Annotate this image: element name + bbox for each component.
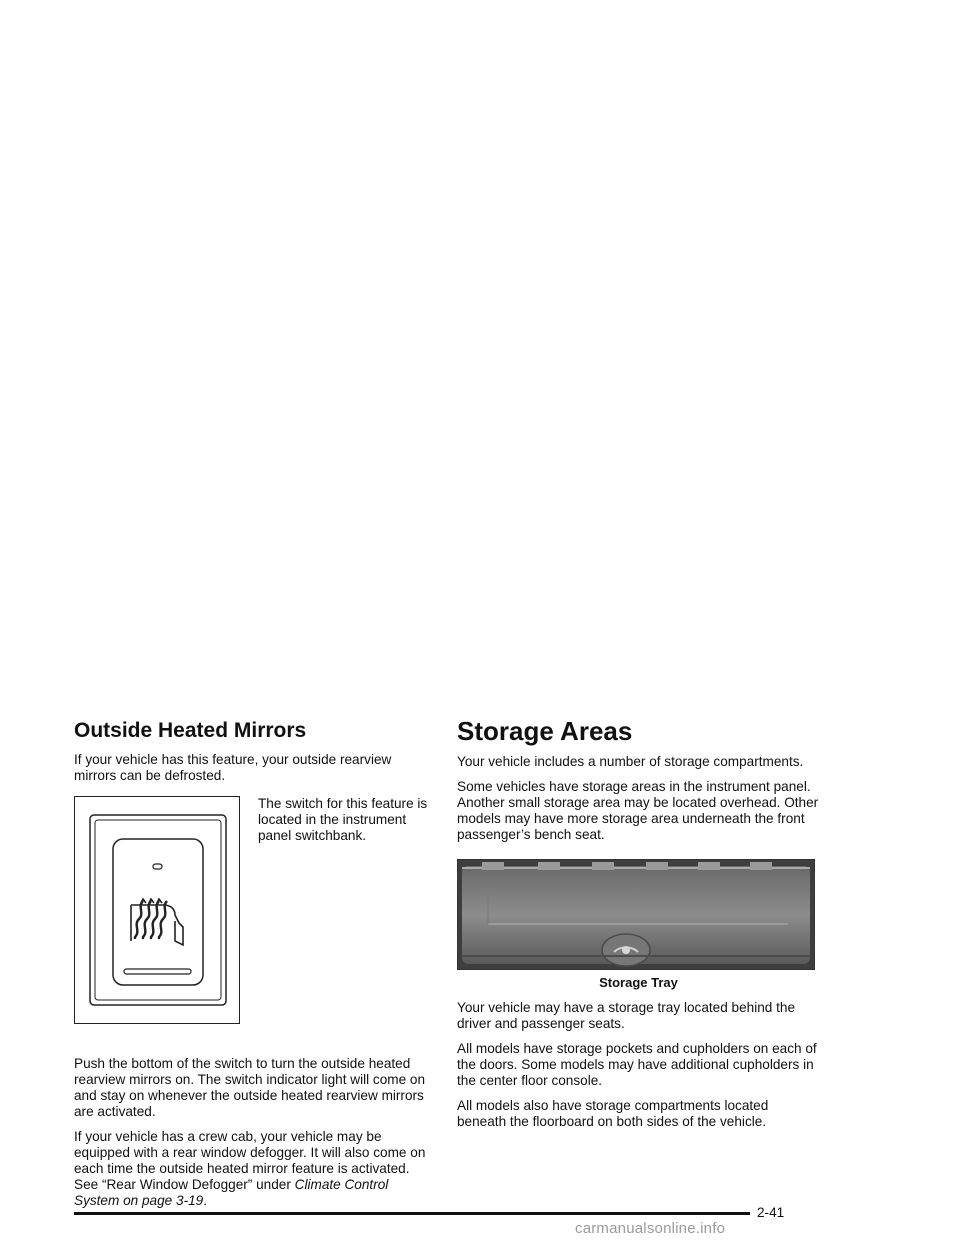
switch-location-caption: The switch for this feature is located in the instrument panel switchbank. [258, 796, 428, 843]
page-number: 2-41 [757, 1205, 785, 1220]
climate-control-reference-link[interactable]: Climate Control System on page 3-19 [74, 1177, 389, 1208]
heated-mirror-switch-illustration [74, 796, 240, 1024]
switch-figure-block [74, 796, 436, 1038]
storage-tray-photo [457, 859, 815, 970]
section-heading-outside-heated-mirrors: Outside Heated Mirrors [74, 719, 307, 742]
storage-intro-paragraph: Your vehicle includes a number of storage compartments. [457, 754, 804, 769]
floorboard-storage-paragraph: All models also have storage compartments located beneath the floorboard on both sides of the vehicle. [457, 1098, 769, 1129]
right-column [457, 718, 820, 1139]
mirrors-intro-paragraph: If your vehicle has this feature, your outside rearview mirrors can be defrosted. [74, 752, 392, 783]
push-switch-paragraph: Push the bottom of the switch to turn the outside heated rearview mirrors on. The switch indicator light will come on and stay on whenever the outside heated rearview mirrors are activated. [74, 1056, 426, 1119]
storage-tray-image [458, 860, 814, 969]
watermark: carmanualsonline.info [575, 1220, 726, 1237]
storage-tray-paragraph: Your vehicle may have a storage tray located behind the driver and passenger seats. [457, 1000, 796, 1031]
crew-cab-paragraph [74, 1129, 436, 1209]
crew-cab-period: . [203, 1193, 208, 1208]
section-heading-storage-areas: Storage Areas [457, 716, 633, 746]
storage-tray-caption: Storage Tray [599, 975, 678, 990]
footer-rule [74, 1212, 750, 1215]
storage-areas-paragraph: Some vehicles have storage areas in the instrument panel. Another small storage area may be located overhead. Other models may have more storage area underneath the front passenger’s bench seat. [457, 779, 819, 842]
crew-cab-text: If your vehicle has a crew cab, your vehicle may be equipped with a rear window defogger. It will also come on each time the outside heated mirror feature is activated. See “Rear Window Defogger” under [74, 1129, 426, 1192]
cupholders-paragraph: All models have storage pockets and cupholders on each of the doors. Some models may have additional cupholders in the center floor console. [457, 1041, 817, 1088]
left-column [74, 718, 436, 1218]
heated-mirror-switch-icon [75, 797, 238, 1022]
